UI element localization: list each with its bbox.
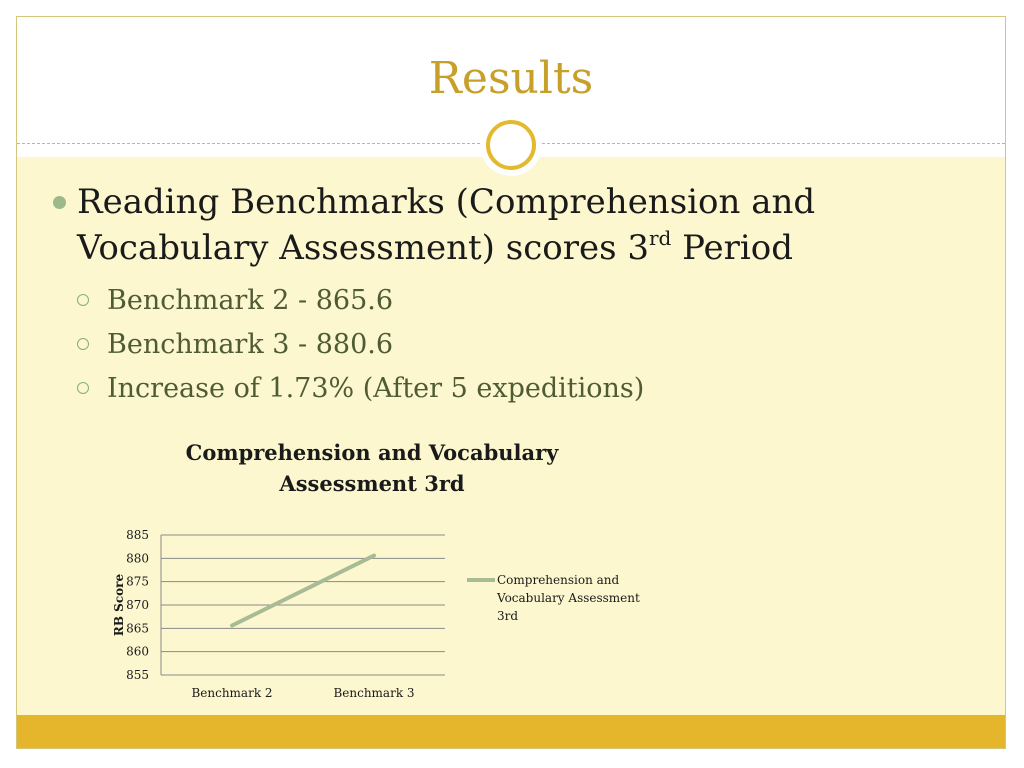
y-tick-label: 865	[126, 621, 149, 636]
slide	[16, 16, 1006, 749]
bullet-ring-icon	[77, 338, 89, 350]
sub-bullet-text: Benchmark 3 - 880.6	[107, 329, 394, 360]
circle-ornament-icon	[480, 114, 542, 176]
y-tick-label: 885	[126, 528, 149, 542]
chart-title: Comprehension and Vocabulary Assessment 3rd	[185, 440, 559, 496]
line-chart	[97, 507, 497, 717]
sub-bullet	[77, 367, 993, 411]
sub-bullet	[77, 279, 993, 323]
main-bullet-superscript: rd	[648, 226, 672, 250]
y-tick-label: 880	[126, 551, 149, 566]
sub-bullet-text: Increase of 1.73% (After 5 expeditions)	[107, 373, 645, 404]
y-tick-label: 860	[126, 644, 149, 659]
slide-title: Results	[428, 53, 594, 104]
slide-content	[53, 179, 993, 411]
y-axis-label: RB Score	[112, 573, 126, 637]
x-tick-label: Benchmark 3	[333, 686, 415, 700]
bullet-ring-icon	[77, 382, 89, 394]
slide-footer	[17, 715, 1005, 749]
main-bullet-text: Reading Benchmarks (Comprehension and Vocabulary Assessment) scores 3	[77, 182, 816, 268]
sub-bullet-list	[53, 279, 993, 411]
main-bullet-text-end: Period	[671, 228, 793, 268]
bullet-dot-icon	[53, 196, 66, 209]
series-line	[232, 556, 374, 626]
sub-bullet-text: Benchmark 2 - 865.6	[107, 285, 394, 316]
y-tick-label: 870	[126, 598, 149, 612]
y-tick-label: 875	[126, 574, 149, 589]
y-tick-label: 855	[126, 668, 149, 682]
main-bullet	[53, 179, 993, 271]
sub-bullet	[77, 323, 993, 367]
legend-label: Comprehension and Vocabulary Assessment 3rd	[497, 573, 640, 623]
x-tick-label: Benchmark 2	[191, 686, 273, 700]
bullet-ring-icon	[77, 294, 89, 306]
legend-swatch	[465, 577, 497, 583]
